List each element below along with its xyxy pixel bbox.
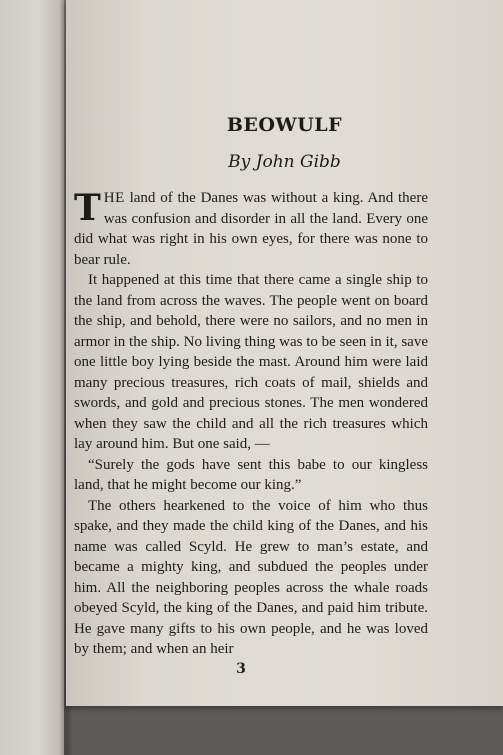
page-number: 3 (236, 661, 246, 677)
paragraph-1-text: land of the Danes was without a king. And there was confusion and disorder in all the land. Every one did what was right in his own eyes, for there was none to bear rule. (74, 190, 428, 268)
paragraph-4: The others hearkened to the voice of him who thus spake, and they made the child king of the Danes, and his name was called Scyld. He grew to man’s estate, and became a mighty king, and subdued the peoples under him. All the neighboring peoples across the whale roads obeyed Scyld, the king of the Danes, and paid him tribute. He gave many gifts to his own people, and he was loved by them; and when an heir (74, 497, 428, 657)
paragraph-2: It happened at this time that there came a single ship to the land from across the waves. The people went on board the ship, and behold, there were no sailors, and no men in armor in the ship. No living thing was to be seen in it, save one little boy lying beside the mast. Around him were laid many precious treasures, rich coats of mail, shields and swords, and gold and precious stones. The men wondered when they saw the child and all the rich treasures which lay around him. But one said, — (74, 272, 428, 452)
chapter-title: BEOWULF (226, 114, 343, 136)
story-text (74, 188, 428, 660)
left-page-edge (0, 0, 64, 755)
paragraph-1 (74, 188, 428, 270)
paragraph-3: “Surely the gods have sent this babe to our kingless land, that he might become our king.” (74, 456, 428, 493)
opening-word: HE (103, 190, 125, 206)
drop-cap-letter: T (74, 187, 101, 229)
author-byline: By John Gibb (228, 152, 341, 172)
